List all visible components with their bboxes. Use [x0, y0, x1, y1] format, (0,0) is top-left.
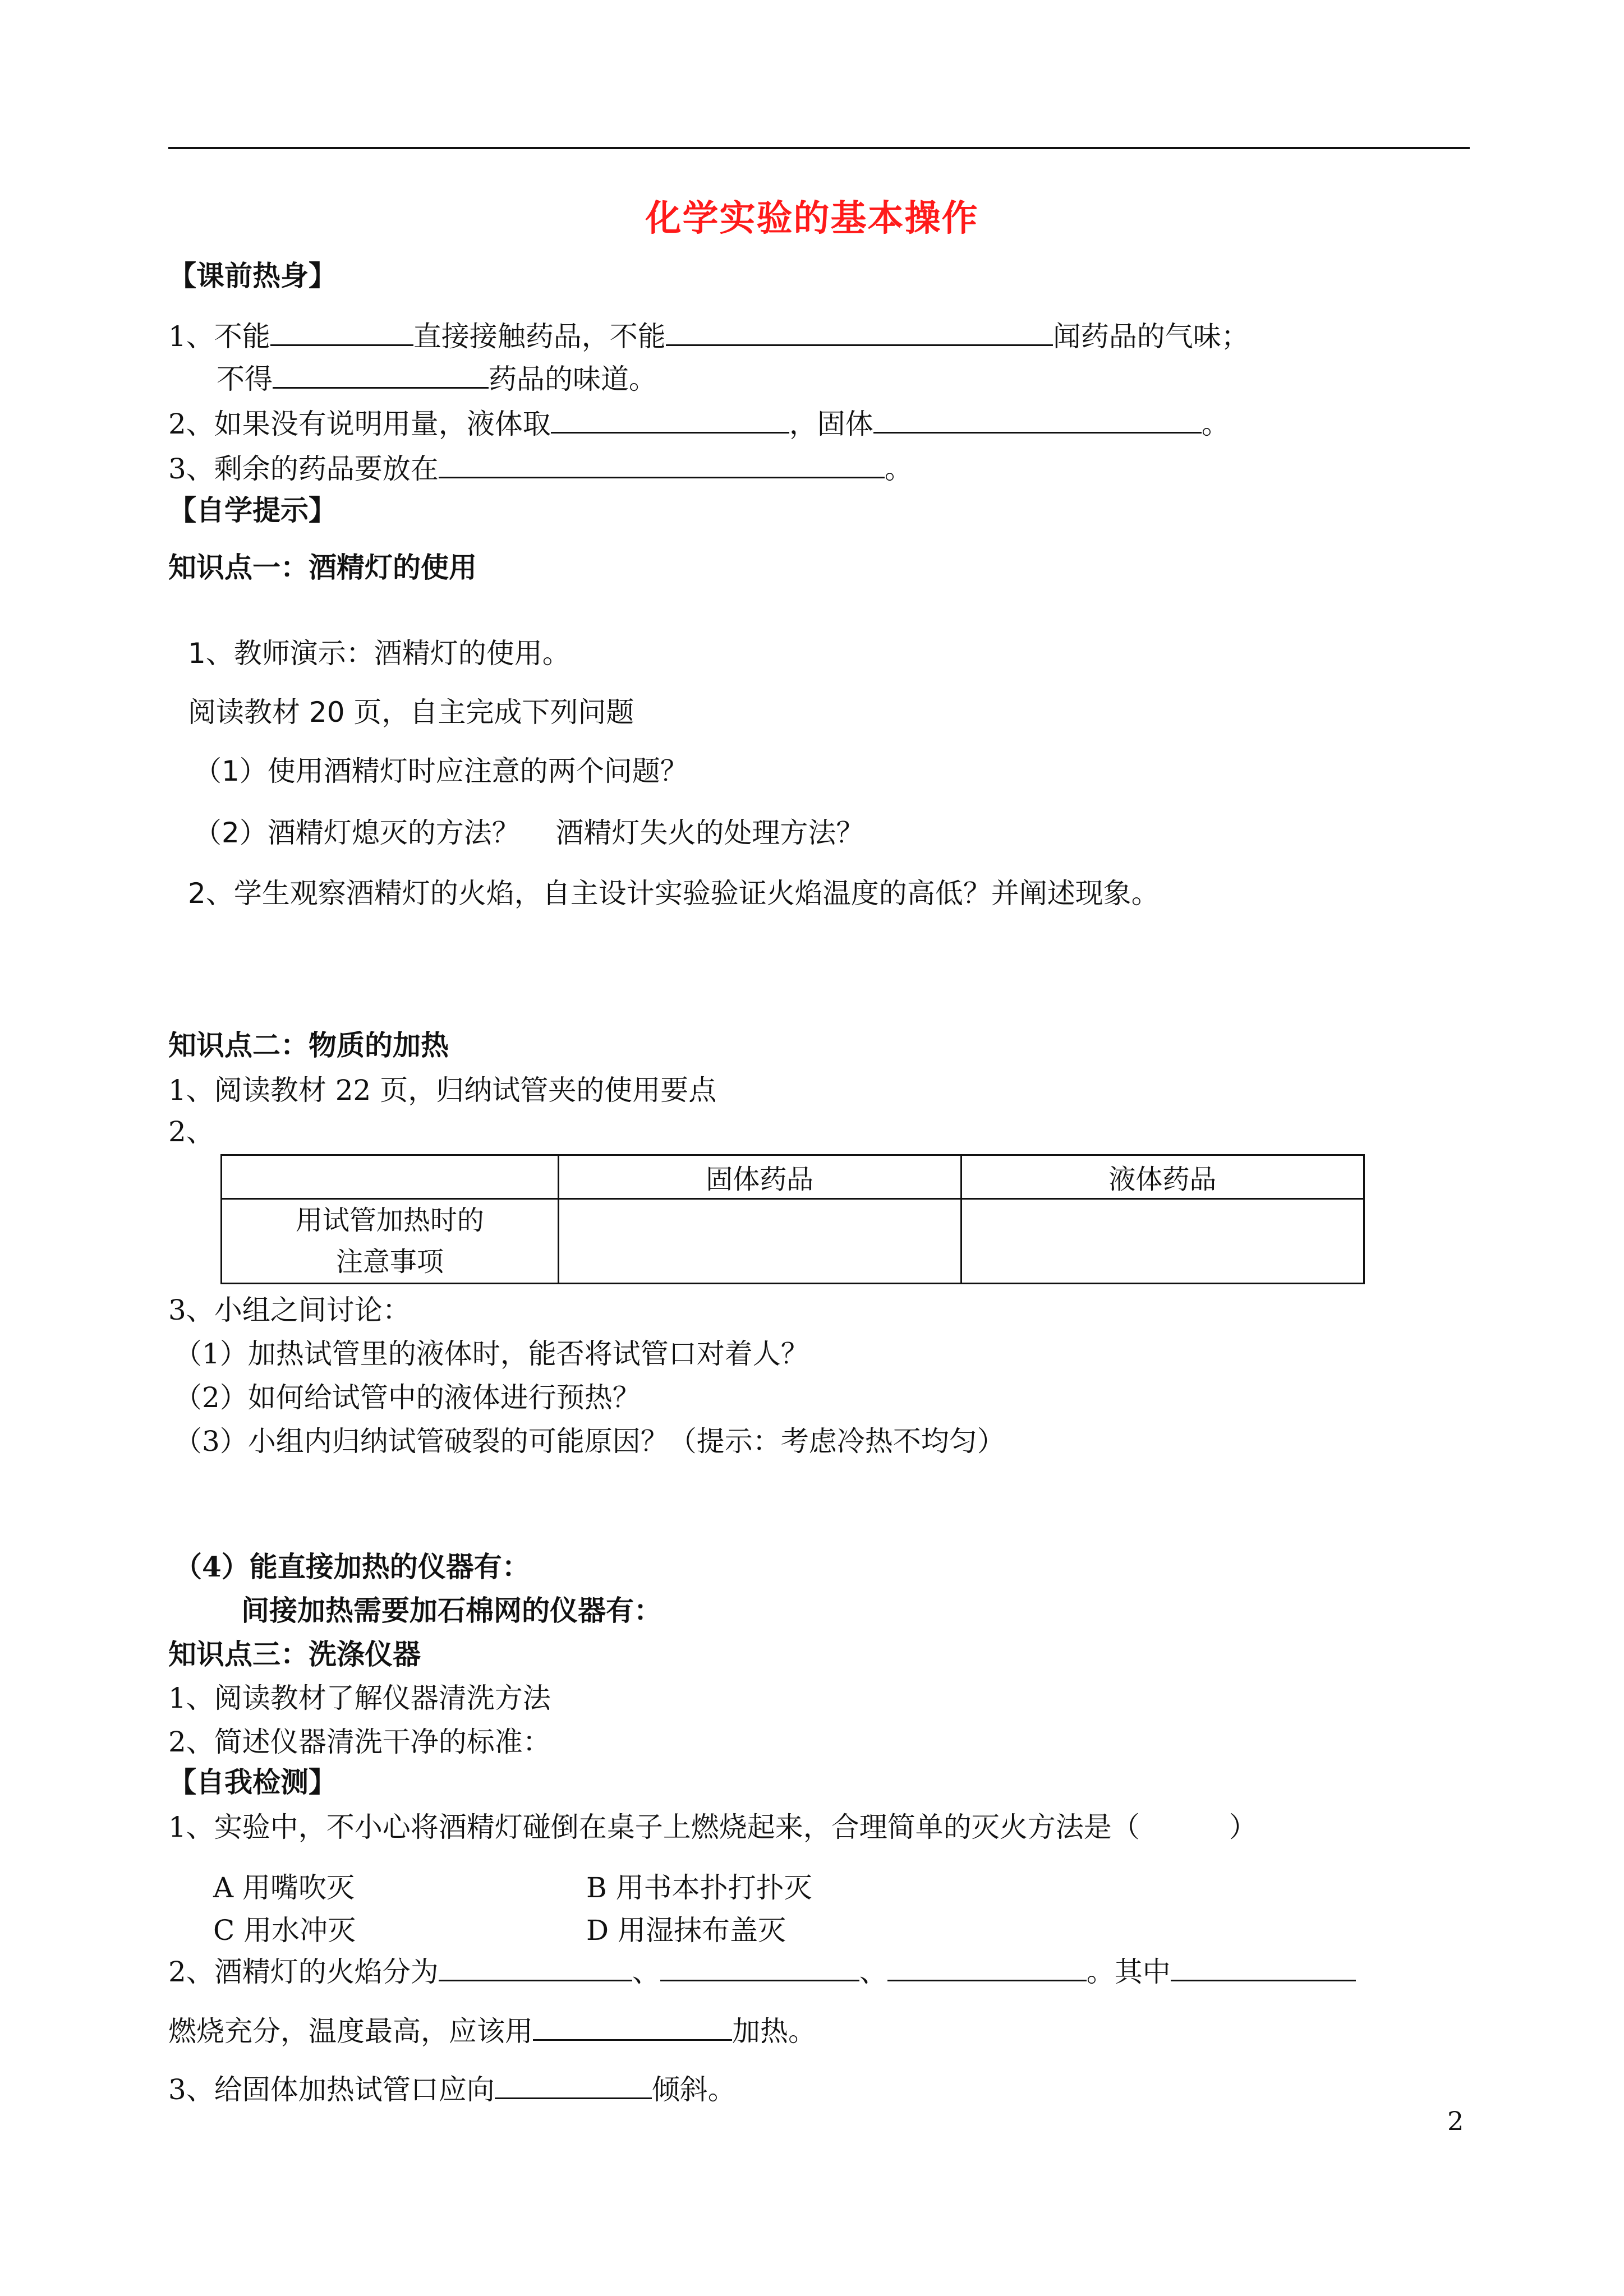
test-question-2: [168, 1955, 1356, 1989]
blank[interactable]: [1171, 1955, 1356, 1981]
blank[interactable]: [439, 452, 885, 478]
q1-part-d: 不得: [217, 363, 273, 395]
section-heading-self-test: 【自我检测】: [168, 1765, 337, 1799]
option-d[interactable]: D 用湿抹布盖灭: [586, 1914, 786, 1947]
q2-part-c: 。: [1201, 408, 1230, 440]
row-label-line-2: 注意事项: [335, 1246, 444, 1278]
q1-part-e: 药品的味道。: [489, 363, 657, 395]
kp2-item-3: 3、小组之间讨论：: [168, 1294, 411, 1326]
blank[interactable]: [887, 1955, 1087, 1981]
q3-part-a: 3、剩余的药品要放在: [168, 453, 439, 485]
blank[interactable]: [666, 320, 1053, 346]
table-cell-solid[interactable]: [558, 1199, 961, 1284]
table-header-solid: 固体药品: [558, 1155, 961, 1199]
blank[interactable]: [270, 320, 413, 346]
kp2-item-1: 1、阅读教材 22 页，归纳试管夹的使用要点: [168, 1074, 717, 1106]
test-question-1: 1、实验中，不小心将酒精灯碰倒在桌子上燃烧起来，合理简单的灭火方法是（ ）: [168, 1811, 1257, 1843]
kp2-discussion-3: （3）小组内归纳试管破裂的可能原因？（提示：考虑冷热不均匀）: [174, 1425, 1005, 1458]
tq2-part-e: 燃烧充分，温度最高，应该用: [168, 2015, 533, 2048]
test-question-3: [168, 2073, 736, 2106]
tq2-part-b: 、: [632, 1956, 660, 1988]
tq2-part-c: 、: [859, 1956, 887, 1988]
q1-part-a: 1、不能: [168, 320, 270, 353]
option-a[interactable]: A 用嘴吹灭: [213, 1871, 355, 1904]
test-question-2-cont: [168, 2014, 816, 2048]
knowledge-point-1-title: 知识点一：酒精灯的使用: [168, 551, 477, 584]
page-title: 化学实验的基本操作: [645, 197, 979, 239]
blank[interactable]: [660, 1955, 859, 1981]
kp2-discussion-2: （2）如何给试管中的液体进行预热？: [174, 1381, 641, 1414]
section-heading-warmup: 【课前热身】: [168, 259, 337, 292]
tq2-part-d: 。其中: [1086, 1956, 1171, 1988]
kp2-discussion-1: （1）加热试管里的液体时，能否将试管口对着人？: [174, 1338, 809, 1370]
blank[interactable]: [439, 1955, 632, 1981]
table-header-empty: [222, 1155, 559, 1199]
q2-part-b: ，固体: [789, 408, 873, 440]
table-row-label: [222, 1199, 559, 1284]
section-heading-self-study: 【自学提示】: [168, 494, 337, 527]
q1-part-b: 直接接触药品，不能: [413, 320, 666, 353]
tq2-part-f: 加热。: [732, 2015, 816, 2048]
kp2-discussion-4b: 间接加热需要加石棉网的仪器有：: [241, 1594, 662, 1627]
kp2-item-2: 2、: [168, 1115, 214, 1148]
tq3-part-b: 倾斜。: [651, 2073, 736, 2106]
kp1-question-2: （2）酒精灯熄灭的方法？ 酒精灯失火的处理方法？: [194, 817, 864, 849]
blank[interactable]: [273, 362, 489, 389]
row-label-line-1: 用试管加热时的: [295, 1205, 484, 1236]
option-b[interactable]: B 用书本扑打扑灭: [586, 1871, 812, 1904]
blank[interactable]: [533, 2014, 732, 2041]
heating-notes-table: [220, 1154, 1365, 1284]
table-cell-liquid[interactable]: [961, 1199, 1364, 1284]
table-header-liquid: 液体药品: [961, 1155, 1364, 1199]
knowledge-point-2-title: 知识点二：物质的加热: [168, 1029, 449, 1062]
kp1-reading: 阅读教材 20 页，自主完成下列问题: [188, 696, 634, 729]
kp3-item-1: 1、阅读教材了解仪器清洗方法: [168, 1682, 551, 1714]
kp3-item-2: 2、简述仪器清洗干净的标准：: [168, 1726, 551, 1758]
kp2-discussion-4: （4）能直接加热的仪器有：: [174, 1550, 530, 1583]
q3-part-b: 。: [884, 453, 913, 485]
header-rule: [168, 147, 1470, 149]
kp1-item-1: 1、教师演示：酒精灯的使用。: [188, 637, 571, 670]
page-number: 2: [1447, 2106, 1464, 2136]
q2-part-a: 2、如果没有说明用量，液体取: [168, 408, 551, 440]
warmup-question-1: [168, 320, 1249, 353]
warmup-question-1-cont: [217, 362, 657, 396]
option-c[interactable]: C 用水冲灭: [213, 1914, 356, 1947]
warmup-question-3: [168, 452, 913, 486]
kp1-item-2: 2、学生观察酒精灯的火焰，自主设计实验验证火焰温度的高低？并阐述现象。: [188, 877, 1160, 910]
blank[interactable]: [551, 407, 789, 434]
kp1-question-1: （1）使用酒精灯时应注意的两个问题？: [194, 755, 688, 787]
q1-part-c: 闻药品的气味；: [1052, 320, 1249, 353]
blank[interactable]: [873, 407, 1202, 434]
blank[interactable]: [495, 2073, 652, 2099]
tq3-part-a: 3、给固体加热试管口应向: [168, 2073, 495, 2106]
warmup-question-2: [168, 407, 1230, 441]
knowledge-point-3-title: 知识点三：洗涤仪器: [168, 1638, 421, 1671]
tq2-part-a: 2、酒精灯的火焰分为: [168, 1956, 439, 1988]
